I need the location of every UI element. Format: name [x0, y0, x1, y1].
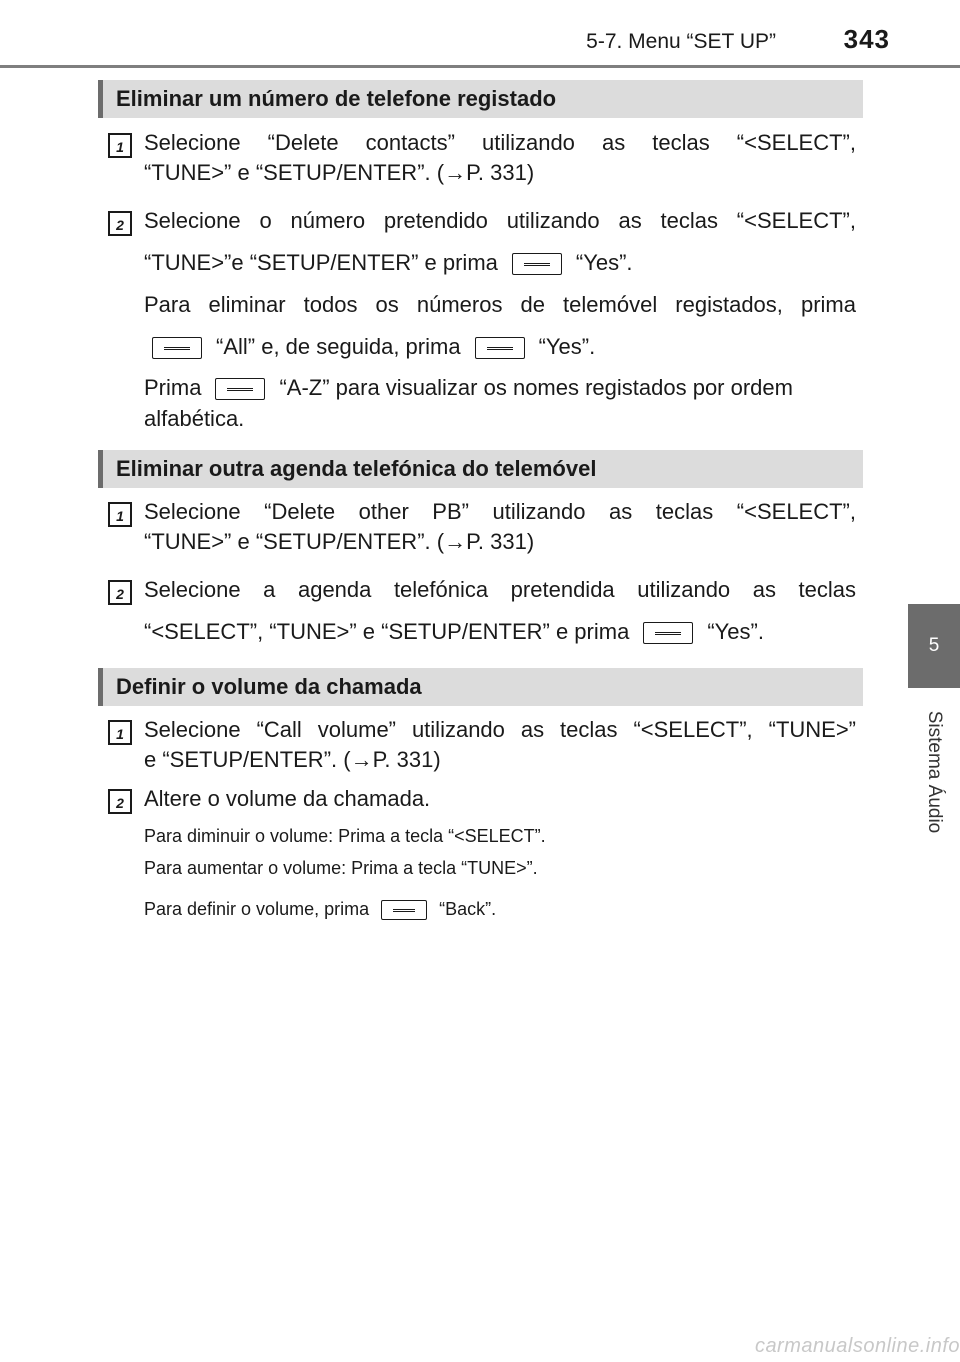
- step-text: “All” e, de seguida, prima: [216, 334, 461, 359]
- step-note-with-button: [144, 897, 856, 921]
- step-text: Para eliminar todos os números de telemóvel registados, prima: [144, 292, 856, 317]
- step-text: “TUNE>” e “SETUP/ENTER”. (→P. 331): [144, 160, 535, 185]
- chapter-label: Sistema Áudio: [924, 710, 945, 834]
- step-note: “Back”.: [439, 899, 497, 919]
- step-text: “A-Z” para visualizar os nomes registados por ordem: [279, 375, 793, 400]
- step-text: Selecione a agenda telefónica pretendida utilizando as teclas: [144, 577, 856, 602]
- watermark: carmanualsonline.info: [754, 1335, 960, 1357]
- section-heading-delete-other-phonebook: Eliminar outra agenda telefónica do telemóvel: [98, 450, 863, 488]
- header-rule: [0, 65, 960, 68]
- chapter-number: 5: [928, 635, 940, 656]
- step-text: Selecione “Delete other PB” utilizando as teclas “<SELECT”,: [144, 499, 856, 524]
- step-note: Para diminuir o volume: Prima a tecla “<SELECT”.: [144, 826, 546, 846]
- step-note: Para definir o volume, prima: [144, 899, 370, 919]
- page-number: 343: [843, 24, 890, 54]
- step-number-box: 1: [108, 133, 132, 158]
- step-number-box: 2: [108, 211, 132, 236]
- step-text: Selecione “Call volume” utilizando as teclas “<SELECT”, “TUNE>”: [144, 717, 856, 742]
- header-section-title: 5-7. Menu “SET UP”: [586, 30, 776, 53]
- step-text: “TUNE>” e “SETUP/ENTER”. (→P. 331): [144, 529, 535, 554]
- step-text: Selecione “Delete contacts” utilizando as teclas “<SELECT”,: [144, 130, 856, 155]
- step-text: alfabética.: [144, 406, 245, 431]
- step-text-with-button: [144, 373, 856, 403]
- soft-key-icon: [215, 378, 265, 400]
- step-number-box: 1: [108, 502, 132, 527]
- soft-key-icon: [475, 337, 525, 359]
- soft-key-icon: [512, 253, 562, 275]
- step-number-box: 1: [108, 720, 132, 745]
- soft-key-icon: [152, 337, 202, 359]
- step-note: Para aumentar o volume: Prima a tecla “TUNE>”.: [144, 858, 538, 878]
- step-text: Altere o volume da chamada.: [144, 786, 431, 811]
- step-text: “Yes”.: [538, 334, 596, 359]
- chapter-tab: [908, 604, 960, 688]
- step-text: “TUNE>”e “SETUP/ENTER” e prima: [144, 250, 498, 275]
- section-heading-call-volume: Definir o volume da chamada: [98, 668, 863, 706]
- step-text-with-button: [144, 332, 856, 362]
- soft-key-icon: [643, 622, 693, 644]
- step-number-box: 2: [108, 580, 132, 605]
- step-text: Prima: [144, 375, 202, 400]
- step-text: “<SELECT”, “TUNE>” e “SETUP/ENTER” e prima: [144, 619, 630, 644]
- step-text: Selecione o número pretendido utilizando as teclas “<SELECT”,: [144, 208, 856, 233]
- step-number-box: 2: [108, 789, 132, 814]
- step-text: e “SETUP/ENTER”. (→P. 331): [144, 747, 441, 772]
- soft-key-icon: [381, 900, 427, 920]
- step-text-with-button: [144, 248, 856, 278]
- section-heading-delete-number: Eliminar um número de telefone registado: [98, 80, 863, 118]
- step-text: “Yes”.: [575, 250, 633, 275]
- step-text: “Yes”.: [707, 619, 764, 644]
- step-text-with-button: [144, 617, 856, 647]
